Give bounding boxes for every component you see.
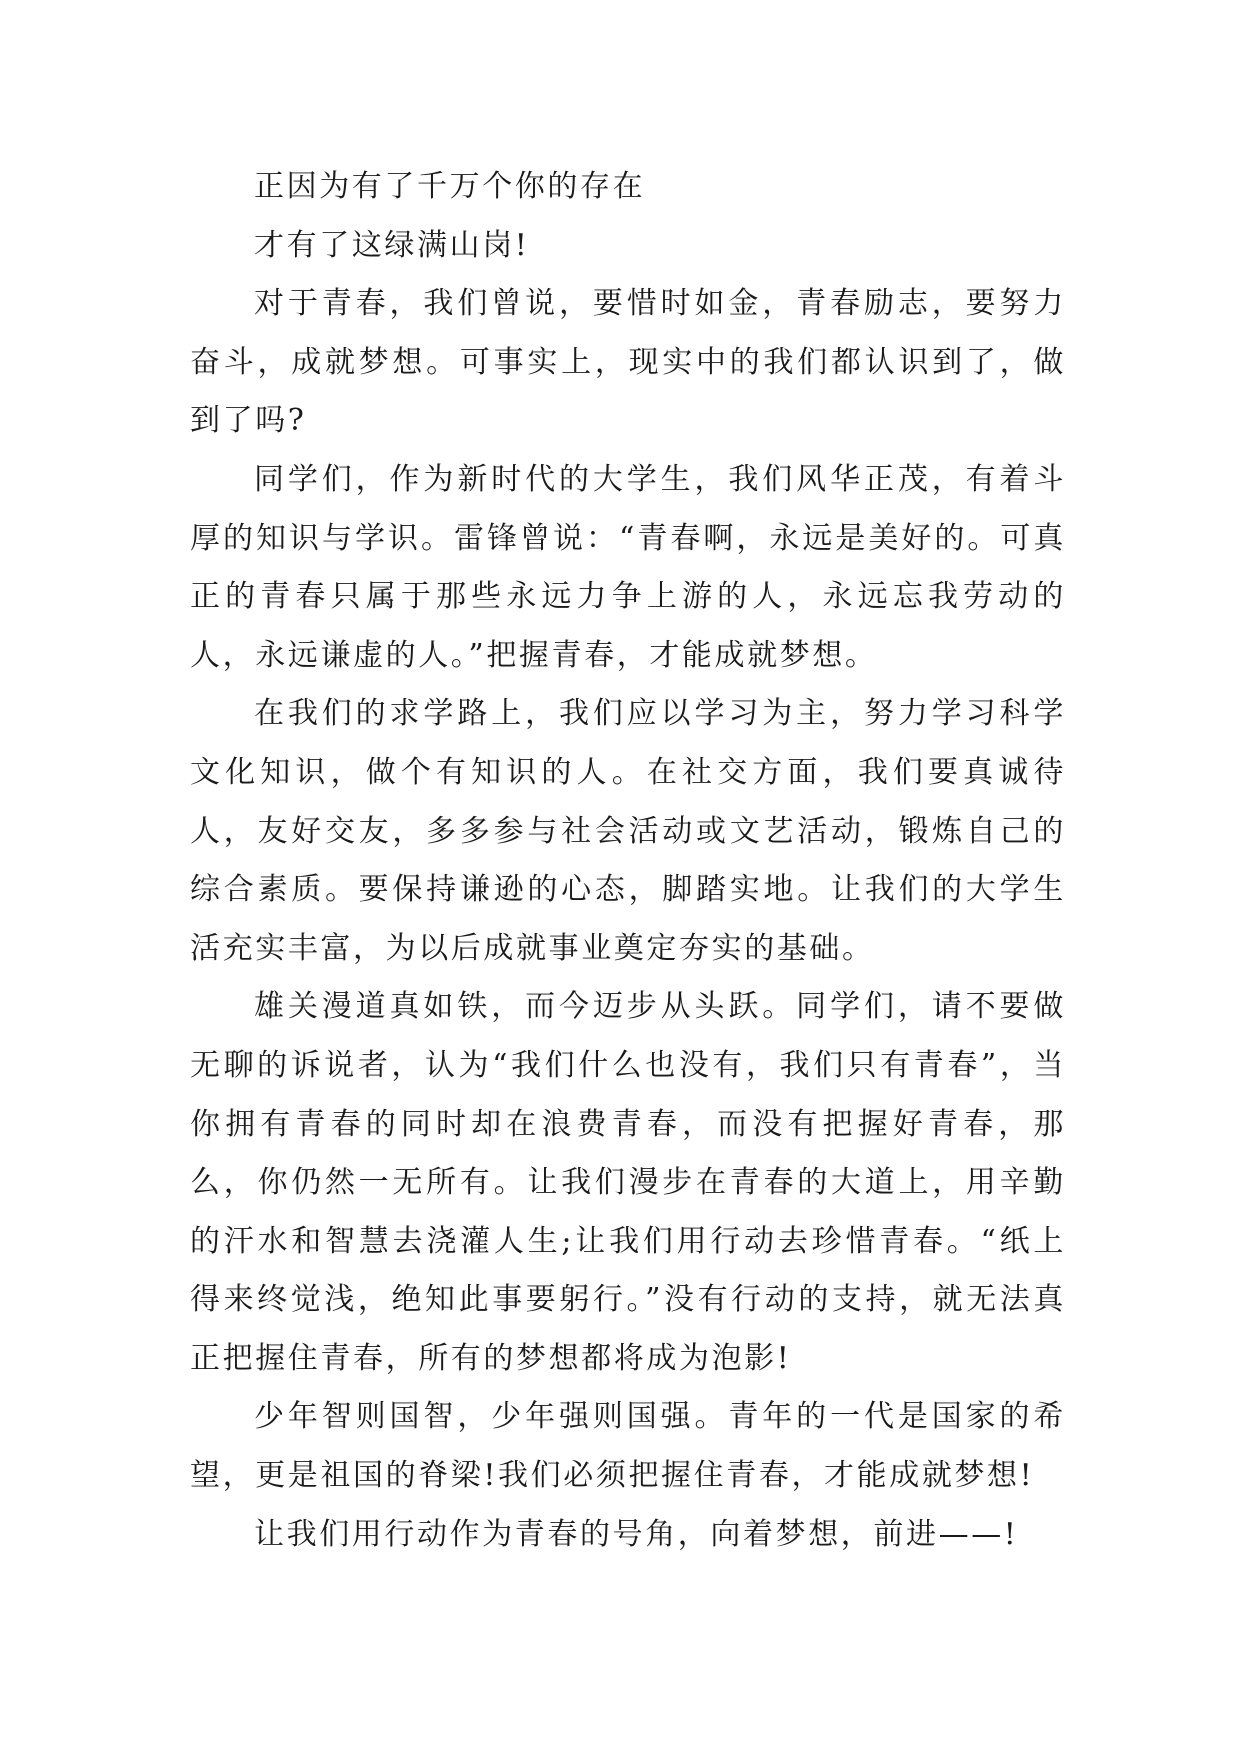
paragraph-2: 才有了这绿满山岗! (254, 227, 530, 263)
paragraph-1: 正因为有了千万个你的存在 (254, 169, 646, 204)
paragraph-3: 对于青春，我们曾说，要惜时如金，青春励志，要努力奋斗，成就梦想。可事实上，现实中的我们都认识到了，做到了吗? (190, 286, 1066, 439)
paragraph-6: 雄关漫道真如铁，而今迈步从头跃。同学们，请不要做无聊的诉说者，认为“我们什么也没有，我们只有青春”，当你拥有青春的同时却在浪费青春，而没有把握好青春，那么，你仍然一无所有。让我们漫步在青春的大道上，用辛勤的汗水和智慧去浇灌人生;让我们用行动去珍惜青春。“纸上得来终觉浅，绝知此事要躬行。”没有行动的支持，就无法真正把握住青春，所有的梦想都将成为泡影! (190, 989, 1066, 1376)
paragraph-7: 少年智则国智，少年强则国强。青年的一代是国家的希望，更是祖国的脊梁!我们必须把握住青春，才能成就梦想! (190, 1399, 1066, 1494)
paragraph-4: 同学们，作为新时代的大学生，我们风华正茂，有着斗厚的知识与学识。雷锋曾说：“青春啊，永远是美好的。可真正的青春只属于那些永远力争上游的人，永远忘我劳动的人，永远谦虚的人。”把握青春，才能成就梦想。 (190, 461, 1066, 673)
paragraph-5: 在我们的求学路上，我们应以学习为主，努力学习科学文化知识，做个有知识的人。在社交方面，我们要真诚待人，友好交友，多多参与社会活动或文艺活动，锻炼自己的综合素质。要保持谦逊的心态，脚踏实地。让我们的大学生活充实丰富，为以后成就事业奠定夯实的基础。 (190, 696, 1066, 966)
paragraph-8: 让我们用行动作为青春的号角，向着梦想，前进——! (254, 1516, 1019, 1552)
document-body (190, 158, 1066, 1564)
